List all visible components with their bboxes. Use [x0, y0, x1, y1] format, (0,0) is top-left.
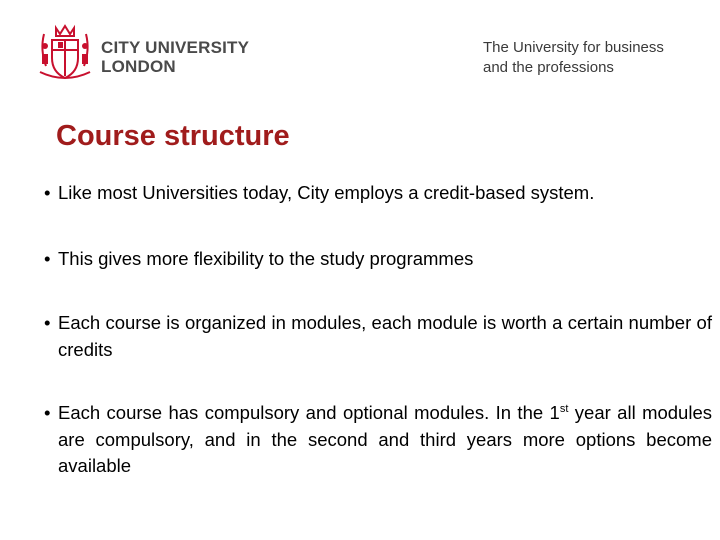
- bullet-text: [58, 402, 712, 476]
- city-university-crest-icon: [36, 20, 94, 82]
- university-tagline: [483, 38, 664, 78]
- bullet-text: Each course is organized in modules, each module is worth a certain number of credits: [58, 312, 712, 360]
- bullet-item: [44, 180, 712, 207]
- bullet-icon: •: [44, 182, 51, 203]
- bullet-item: [44, 400, 712, 480]
- bullet-item: [44, 310, 712, 363]
- bullet-text-part: Each course has compulsory and optional modules. In the 1: [58, 402, 560, 423]
- slide-title: Course structure: [56, 120, 290, 152]
- bullet-text: Like most Universities today, City employs a credit-based system.: [58, 182, 595, 203]
- wordmark-line-1: CITY UNIVERSITY: [101, 38, 250, 57]
- bullet-icon: •: [44, 248, 51, 269]
- bullet-icon: •: [44, 402, 51, 423]
- bullet-text: This gives more flexibility to the study programmes: [58, 248, 474, 269]
- ordinal-superscript: st: [559, 402, 569, 415]
- tagline-line-2: and the professions: [483, 59, 614, 76]
- slide-header: [0, 0, 720, 100]
- bullet-icon: •: [44, 312, 51, 333]
- bullet-text-part: year all modules are compulsory, and in the second and third years more options become available: [58, 402, 712, 476]
- university-wordmark: [101, 38, 249, 76]
- bullet-item: [44, 246, 712, 273]
- tagline-line-1: The University for business: [483, 39, 664, 56]
- wordmark-line-2: LONDON: [101, 57, 176, 76]
